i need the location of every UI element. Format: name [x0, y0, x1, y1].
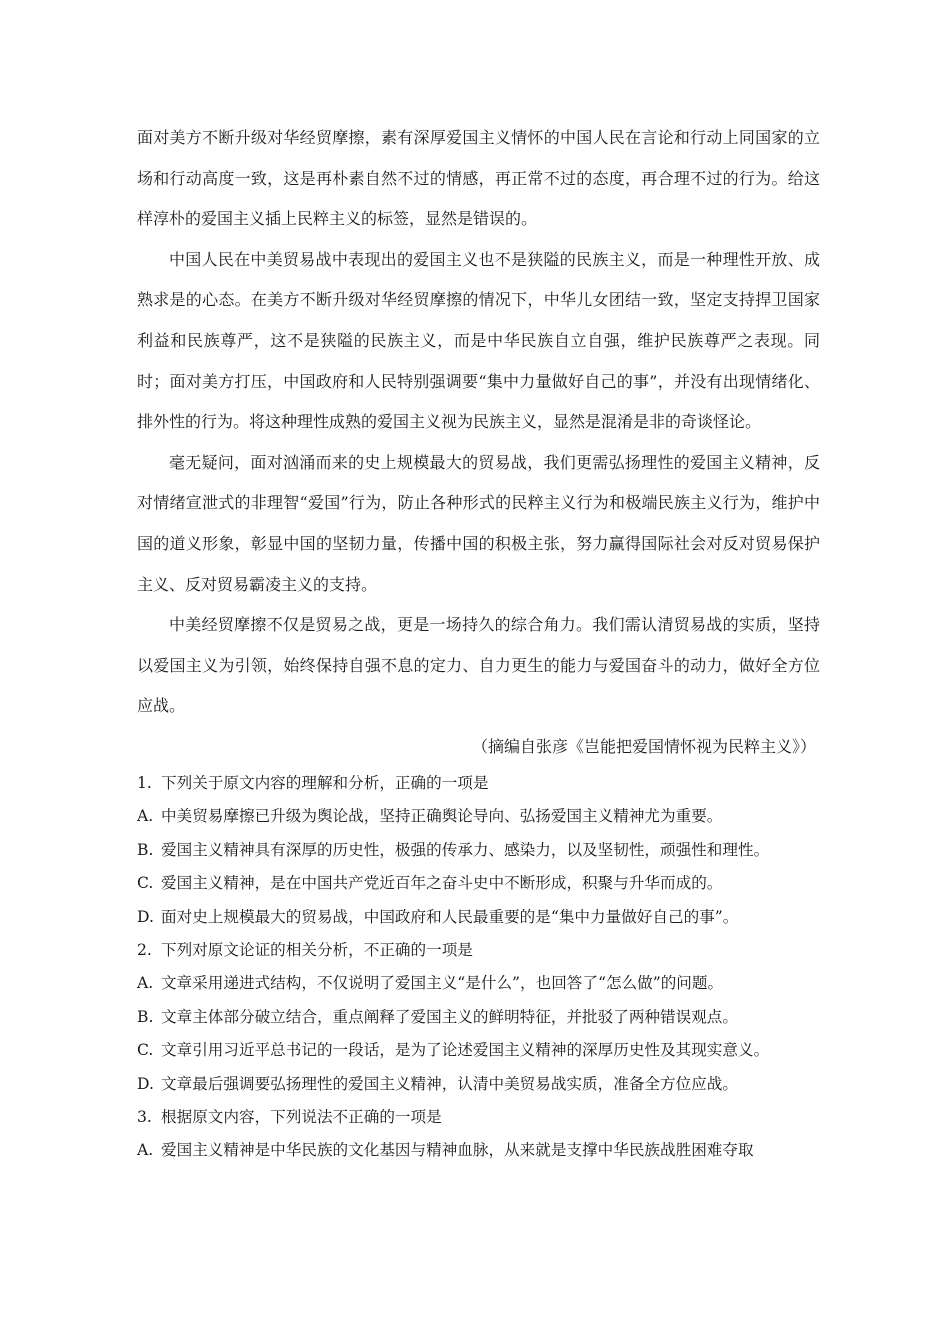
option-label: D. — [137, 907, 154, 926]
article-body — [137, 118, 820, 727]
source-citation: （摘编自张彦《岂能把爱国情怀视为民粹主义》） — [471, 736, 816, 756]
question-stem — [137, 934, 820, 967]
question-stem — [137, 1101, 820, 1134]
option-d[interactable] — [137, 1068, 820, 1101]
option-b[interactable] — [137, 1001, 820, 1034]
option-c[interactable] — [137, 1034, 820, 1067]
option-label: A. — [137, 1141, 154, 1160]
questions-section — [137, 767, 820, 1168]
paragraph: 中美经贸摩擦不仅是贸易之战，更是一场持久的综合角力。我们需认清贸易战的实质，坚持以爱国主义为引领，始终保持自强不息的定力、自力更生的能力与爱国奋斗的动力，做好全方位应战。 — [137, 615, 820, 716]
document-page — [137, 118, 820, 1168]
option-label: C. — [137, 874, 154, 893]
question-number: 1. — [137, 773, 152, 792]
option-label: C. — [137, 1041, 154, 1060]
option-text: 爱国主义精神，是在中国共产党近百年之奋斗史中不断形成，积聚与升华而成的。 — [161, 874, 723, 893]
question-number: 2. — [137, 940, 152, 959]
question-1 — [137, 767, 820, 934]
option-label: A. — [137, 974, 154, 993]
option-a[interactable] — [137, 800, 820, 833]
option-text: 文章主体部分破立结合，重点阐释了爱国主义的鲜明特征，并批驳了两种错误观点。 — [161, 1007, 738, 1026]
option-text: 文章采用递进式结构，不仅说明了爱国主义“是什么”，也回答了“怎么做”的问题。 — [161, 974, 724, 993]
paragraph: 面对美方不断升级对华经贸摩擦，素有深厚爱国主义情怀的中国人民在言论和行动上同国家的立场和行动高度一致，这是再朴素自然不过的情感，再正常不过的态度，再合理不过的行为。给这样淳朴的爱国主义插上民粹主义的标签，显然是错误的。 — [137, 128, 820, 229]
option-text: 中美贸易摩擦已升级为舆论战，坚持正确舆论导向、弘扬爱国主义精神尤为重要。 — [161, 807, 723, 826]
question-2 — [137, 934, 820, 1101]
option-text: 爱国主义精神具有深厚的历史性，极强的传承力、感染力，以及坚韧性，顽强性和理性。 — [161, 840, 770, 859]
option-d[interactable] — [137, 901, 820, 934]
option-a[interactable] — [137, 1134, 820, 1167]
question-text: 下列对原文论证的相关分析，不正确的一项是 — [161, 940, 473, 959]
option-label: B. — [137, 840, 154, 859]
paragraph: 中国人民在中美贸易战中表现出的爱国主义也不是狭隘的民族主义，而是一种理性开放、成熟求是的心态。在美方不断升级对华经贸摩擦的情况下，中华儿女团结一致，坚定支持捍卫国家利益和民族尊严，这不是狭隘的民族主义，而是中华民族自立自强，维护民族尊严之表现。同时；面对美方打压，中国政府和人民特别强调要“集中力量做好自己的事”，并没有出现情绪化、排外性的行为。将这种理性成熟的爱国主义视为民族主义，显然是混淆是非的奇谈怪论。 — [137, 249, 820, 432]
option-b[interactable] — [137, 834, 820, 867]
option-text: 文章引用习近平总书记的一段话，是为了论述爱国主义精神的深厚历史性及其现实意义。 — [161, 1041, 770, 1060]
question-text: 根据原文内容，下列说法不正确的一项是 — [161, 1107, 442, 1126]
question-text: 下列关于原文内容的理解和分析，正确的一项是 — [161, 773, 489, 792]
option-c[interactable] — [137, 867, 820, 900]
option-label: B. — [137, 1007, 154, 1026]
question-number: 3. — [137, 1107, 152, 1126]
option-label: A. — [137, 807, 154, 826]
option-text: 爱国主义精神是中华民族的文化基因与精神血脉，从来就是支撑中华民族战胜困难夺取 — [161, 1141, 754, 1160]
option-text: 文章最后强调要弘扬理性的爱国主义精神，认清中美贸易战实质，准备全方位应战。 — [161, 1074, 738, 1093]
question-stem — [137, 767, 820, 800]
option-a[interactable] — [137, 967, 820, 1000]
question-3 — [137, 1101, 820, 1168]
option-text: 面对史上规模最大的贸易战，中国政府和人民最重要的是“集中力量做好自己的事”。 — [161, 907, 739, 926]
paragraph: 毫无疑问，面对汹涌而来的史上规模最大的贸易战，我们更需弘扬理性的爱国主义精神，反对情绪宣泄式的非理智“爱国”行为，防止各种形式的民粹主义行为和极端民族主义行为，维护中国的道义形象，彰显中国的坚韧力量，传播中国的积极主张，努力赢得国际社会对反对贸易保护主义、反对贸易霸凌主义的支持。 — [137, 452, 820, 594]
option-label: D. — [137, 1074, 154, 1093]
